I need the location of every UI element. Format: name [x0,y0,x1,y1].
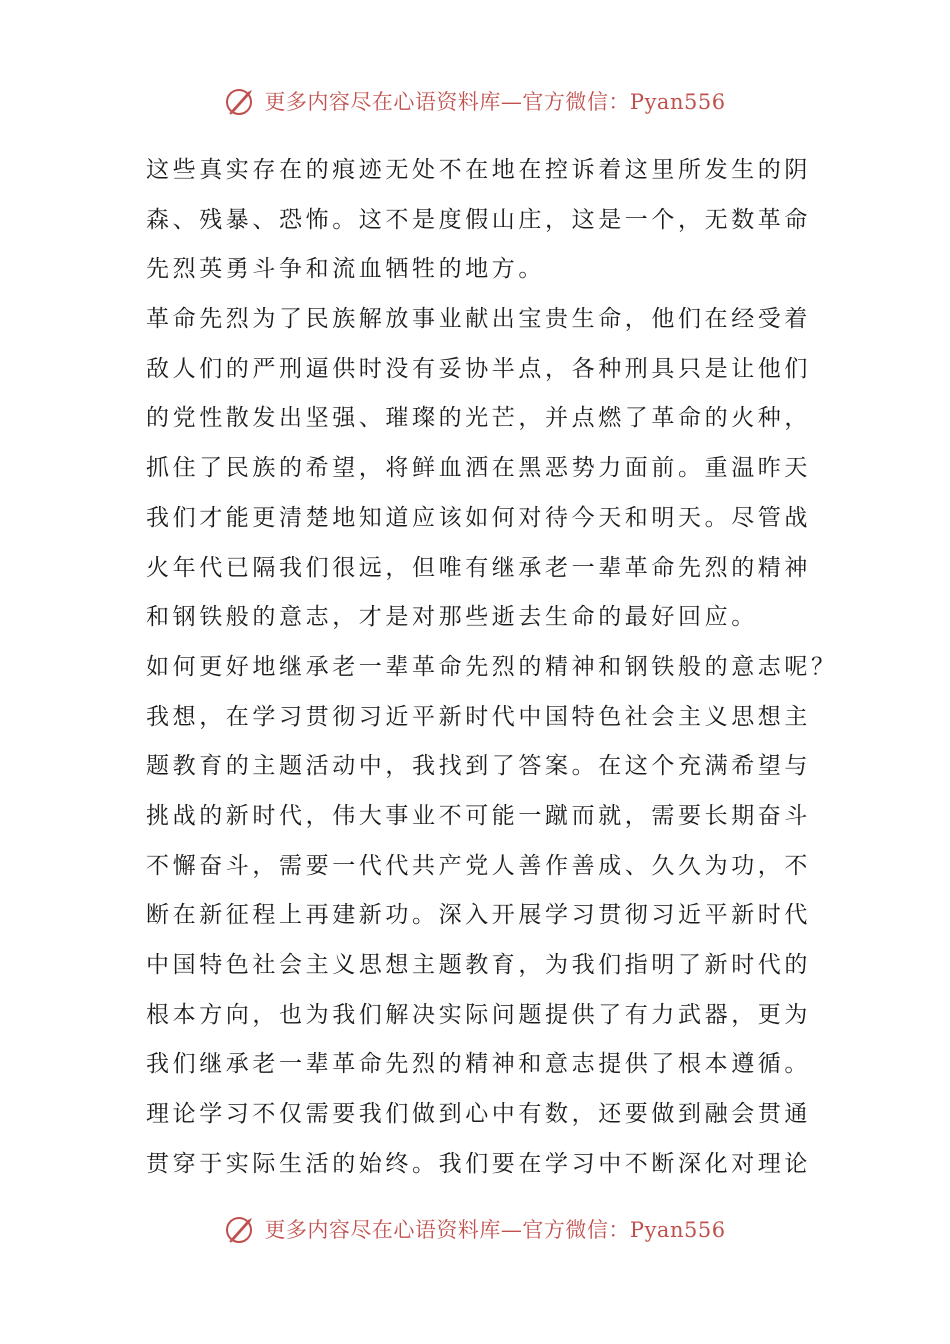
text-line: 我们继承老一辈革命先烈的精神和意志提供了根本遵循。 [146,1051,811,1078]
text-line: 题教育的主题活动中，我找到了答案。在这个充满希望与 [146,753,811,780]
text-line: 这些真实存在的痕迹无处不在地在控诉着这里所发生的阴 [146,157,811,183]
text-line: 敌人们的严刑逼供时没有妥协半点，各种刑具只是让他们 [146,355,811,382]
text-line: 和钢铁般的意志，才是对那些逝去生命的最好回应。 [146,604,758,631]
text-line: 森、残暴、恐怖。这不是度假山庄，这是一个，无数革命 [146,206,811,233]
article-body [146,146,838,1189]
text-line: 断在新征程上再建新功。深入开展学习贯彻习近平新时代 [146,902,811,929]
text-line: 的党性散发出坚强、璀璨的光芒，并点燃了革命的火种， [146,405,811,432]
text-line: 贯穿于实际生活的始终。我们要在学习中不断深化对理论 [146,1150,811,1177]
pen-nib-logo-icon [224,1212,258,1246]
text-line: 抓住了民族的希望，将鲜血洒在黑恶势力面前。重温昨天 [146,455,811,482]
header-banner-text: 更多内容尽在心语资料库—官方微信：Pyan556 [264,90,726,114]
footer-banner [0,1212,950,1246]
text-line: 我们才能更清楚地知道应该如何对待今天和明天。尽管战 [146,504,811,531]
text-line: 中国特色社会主义思想主题教育，为我们指明了新时代的 [146,952,811,978]
text-line: 如何更好地继承老一辈革命先烈的精神和钢铁般的意志呢？ [146,653,838,680]
text-line: 根本方向，也为我们解决实际问题提供了有力武器，更为 [146,1001,811,1028]
text-line: 我想，在学习贯彻习近平新时代中国特色社会主义思想主 [146,703,811,730]
text-line: 革命先烈为了民族解放事业献出宝贵生命，他们在经受着 [146,306,811,333]
text-line: 挑战的新时代，伟大事业不可能一蹴而就，需要长期奋斗 [146,802,811,829]
text-line: 不懈奋斗，需要一代代共产党人善作善成、久久为功，不 [146,852,811,879]
text-line: 先烈英勇斗争和流血牺牲的地方。 [146,256,545,283]
header-banner [0,84,950,118]
footer-banner-text: 更多内容尽在心语资料库—官方微信：Pyan556 [264,1218,726,1242]
text-line: 理论学习不仅需要我们做到心中有数，还要做到融会贯通 [146,1101,811,1128]
text-line: 火年代已隔我们很远，但唯有继承老一辈革命先烈的精神 [146,554,811,581]
pen-nib-logo-icon [224,84,258,118]
